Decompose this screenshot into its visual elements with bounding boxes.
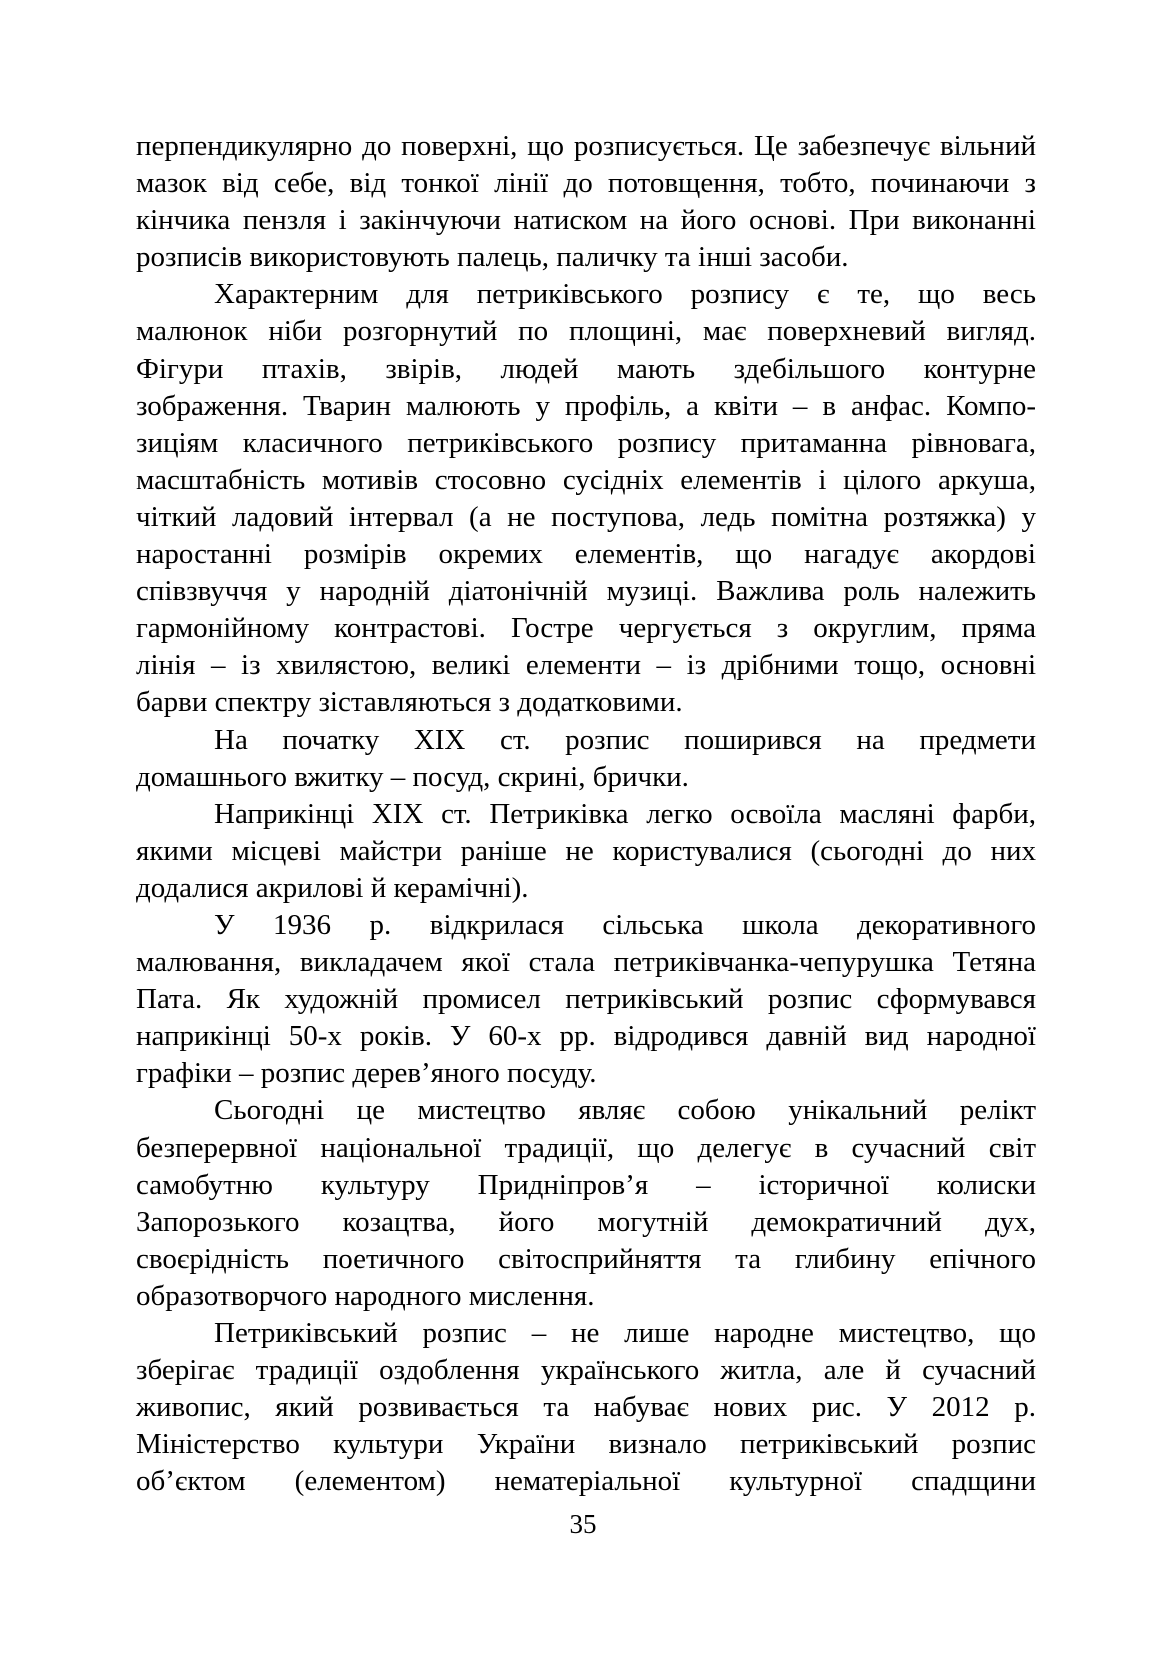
text-line: якими місцеві майстри раніше не користувалися (сьогодні до них [136,834,1036,867]
text-line: Запорозького козацтва, його могутній демократичний дух, [136,1205,1036,1238]
body-text [136,128,1036,1500]
text-line: зображення. Тварин малюють у профіль, а квіти – в анфас. Компо- [136,389,1036,422]
text-line: мазок від себе, від тонкої лінії до потовщення, тобто, починаючи з [136,167,1036,200]
text-line: малюнок ніби розгорнутий по площині, має поверхневий вигляд. [136,315,1036,348]
text-line: масштабність мотивів стосовно сусідніх елементів і цілого аркуша, [136,463,1036,496]
text-line: чіткий ладовий інтервал (а не поступова, ледь помітна розтяжка) у [136,500,1036,533]
text-line: домашнього вжитку – посуд, скрині, брички. [136,760,689,793]
text-line: самобутню культуру Придніпров’я – історичної колиски [136,1168,1036,1201]
text-line: перпендикулярно до поверхні, що розписується. Це забезпечує вільний [136,130,1036,162]
text-line: Фігури птахів, звірів, людей мають здебільшого контурне [136,352,1036,385]
text-line: барви спектру зіставляються з додатковими. [136,686,683,719]
paragraph-first-line: Петриківський розпис – не лише народне мистецтво, що [214,1317,1036,1349]
text-line: малювання, викладачем якої стала петриківчанка-чепурушка Тетяна [136,946,1036,979]
text-line: образотворчого народного мислення. [136,1279,595,1312]
text-line: наприкінці 50-х років. У 60-х рр. відродився давній вид народної [136,1020,1036,1053]
text-line: своєрідність поетичного світосприйняття та глибину епічного [136,1242,1036,1275]
text-line: Пата. Як художній промисел петриківський розпис сформувався [136,983,1036,1016]
text-line: кінчика пензля і закінчуючи натиском на його основі. При виконанні [136,204,1036,237]
text-line: розписів використовують палець, паличку та інші засоби. [136,241,849,274]
text-line: гармонійному контрастові. Гостре чергується з округлим, пряма [136,612,1036,645]
text-line: лінія – із хвилястою, великі елементи – із дрібними тощо, основні [136,649,1036,682]
paragraph-first-line: Сьогодні це мистецтво являє собою унікальний релікт [214,1094,1036,1127]
text-line: живопис, який розвивається та набуває нових рис. У 2012 р. [136,1391,1036,1424]
page-number: 35 [569,1509,597,1539]
text-line: наростанні розмірів окремих елементів, що нагадує акордові [136,538,1036,571]
text-line: додалися акрилові й керамічні). [136,871,529,904]
paragraph-first-line: У 1936 р. відкрилася сільська школа декоративного [214,908,1036,941]
paragraph-first-line: Характерним для петриківського розпису є те, що весь [214,278,1036,311]
text-line: співзвуччя у народній діатонічній музиці. Важлива роль належить [136,575,1036,608]
text-line: зиціям класичного петриківського розпису притаманна рівновага, [136,426,1036,459]
paragraph-first-line: На початку XIX ст. розпис поширився на предмети [214,723,1036,756]
text-line: зберігає традиції оздоблення українського житла, але й сучасний [136,1354,1036,1387]
text-line: графіки – розпис дерев’яного посуду. [136,1057,597,1090]
text-line: Міністерство культури України визнало петриківський розпис [136,1428,1036,1461]
paragraph-first-line: Наприкінці XIX ст. Петриківка легко освоїла масляні фарби, [214,797,1036,830]
text-line: об’єктом (елементом) нематеріальної культурної спадщини [136,1465,1036,1498]
text-line: безперервної національної традиції, що делегує в сучасний світ [136,1131,1036,1164]
